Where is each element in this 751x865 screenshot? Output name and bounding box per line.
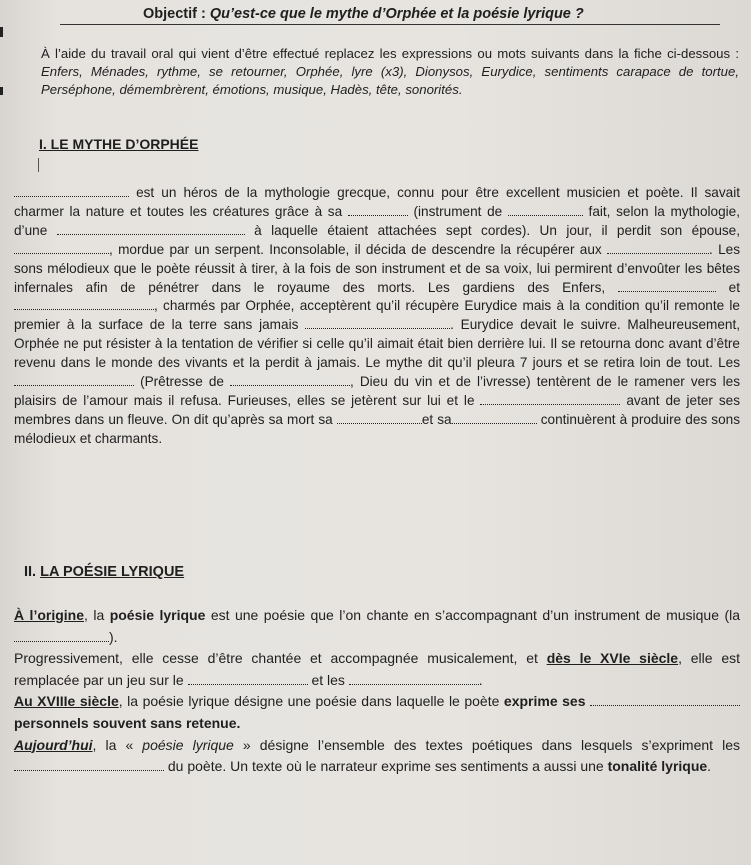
paragraph-poesie: À l’origine, la poésie lyrique est une poésie que l’on chante en s’accompagnant d’un instrument de musique (la ). Progressivement, elle cesse d’être chantée et accompagnée musicalement, et dès le XVIe siècle, elle est remplacée par un jeu sur le et les . Au XVIIIe siècle, la poésie lyrique désigne une poésie dans laquelle le poète exprime ses personnels souvent sans retenue. Aujourd’hui, la « poésie lyrique » désigne l’ensemble des textes poétiques dans lesquels s’expriment les du poète. Un texte où le narrateur exprime ses sentiments a aussi une tonalité lyrique. — [14, 607, 741, 775]
blank-field[interactable] — [607, 242, 709, 254]
word-bank: Enfers, Ménades, rythme, se retourner, Orphée, lyre (x3), Dionysos, Eurydice, sentiments carapace de tortue, Perséphone, démembrèrent, émotions, musique, Hadès, tête, sonorités. — [41, 63, 739, 97]
instructions — [41, 45, 739, 98]
blank-field[interactable] — [14, 298, 154, 310]
objectif-heading — [143, 6, 584, 22]
blank-field[interactable] — [14, 759, 164, 771]
section-title-poesie: II. LA POÉSIE LYRIQUE — [24, 564, 185, 580]
blank-field[interactable] — [14, 242, 109, 254]
blank-field[interactable] — [590, 694, 740, 706]
blank-field[interactable] — [14, 185, 129, 197]
objectif-label: Objectif : — [143, 6, 206, 22]
blank-field[interactable] — [508, 204, 583, 216]
blank-field[interactable] — [618, 280, 716, 292]
objectif-question: Qu’est-ce que le mythe d’Orphée et la poésie lyrique ? — [209, 6, 584, 22]
paragraph-mythe: est un héros de la mythologie grecque, connu pour être excellent musicien et poète. Il savait charmer la nature et toutes les créatures grâce à sa (instrument de fait, selon la mythologie, d’une à laquelle étaient attachées sept cordes). Un jour, il perdit son épouse, , mordue par un serpent. Inconsolable, il décida de descendre la récupérer aux . Les sons mélodieux que le poète réussit à tirer, à la fois de son instrument et de sa voix, lui permirent d’envoûter les bêtes infernales afin de pénétrer dans le royaume des morts. Les gardiens des Enfers, et , charmés par Orphée, acceptèrent qu’il récupère Eurydice mais à la condition qu’il remonte le premier à la surface de la terre sans jamais . Eurydice devait le suivre. Malheureusement, Orphée ne put résister à la tentation de vérifier si celle qu’il aimait était bien derrière lui. Il se retourna donc avant d’être revenu dans le monde des vivants et la perdit à jamais. Le mythe dit qu’il pleura 7 jours et se retira loin de tout. Les (Prêtresse de , Dieu du vin et de l’ivresse) tentèrent de le ramener vers les plaisirs de l’amour mais il refusa. Furieuses, elles se jetèrent sur lui et le avant de jeter ses membres dans un fleuve. On dit qu’après sa mort sa et sa continuèrent à produire des sons mélodieux et charmants. — [14, 185, 741, 446]
binder-hole-mark — [0, 87, 3, 95]
pencil-mark — [38, 158, 39, 172]
blank-field[interactable] — [230, 374, 350, 386]
blank-field[interactable] — [480, 393, 620, 405]
blank-field[interactable] — [337, 412, 422, 424]
blank-field[interactable] — [188, 673, 308, 685]
instructions-text: À l’aide du travail oral qui vient d’être effectué replacez les expressions ou mots suivants dans la fiche ci-dessous : — [41, 46, 739, 61]
blank-field[interactable] — [305, 317, 450, 329]
blank-field[interactable] — [57, 223, 245, 235]
blank-field[interactable] — [14, 630, 109, 642]
heading-underline — [60, 24, 720, 25]
section-title-mythe: I. LE MYTHE D’ORPHÉE — [39, 136, 199, 152]
blank-field[interactable] — [452, 412, 537, 424]
blank-field[interactable] — [14, 374, 134, 386]
blank-field[interactable] — [349, 673, 479, 685]
blank-field[interactable] — [348, 204, 408, 216]
binder-hole-mark — [0, 27, 3, 37]
